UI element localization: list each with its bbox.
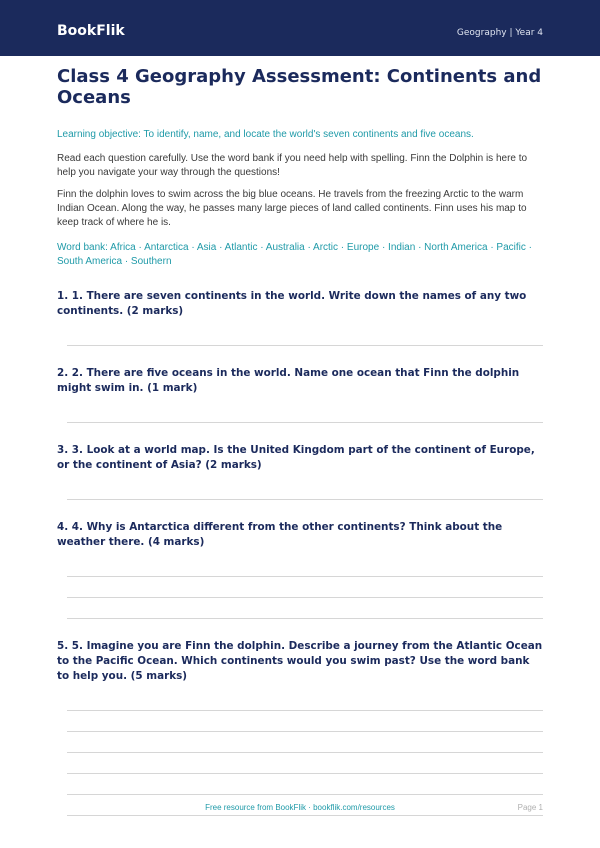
answer-lines-3[interactable] xyxy=(57,479,543,500)
answer-lines-2[interactable] xyxy=(57,402,543,423)
answer-line[interactable] xyxy=(67,598,543,619)
answer-line[interactable] xyxy=(67,774,543,795)
answer-line[interactable] xyxy=(67,732,543,753)
answer-line[interactable] xyxy=(67,711,543,732)
word-bank: Word bank: Africa · Antarctica · Asia · Atlantic · Australia · Arctic · Europe · Indian · North America · Pacific · South America · Southern xyxy=(57,242,532,267)
question-4: 4. 4. Why is Antarctica different from the other continents? Think about the weather there. (4 marks) xyxy=(57,521,503,548)
question-2: 2. 2. There are five oceans in the world. Name one ocean that Finn the dolphin might swim in. (1 mark) xyxy=(57,367,520,394)
page-header xyxy=(0,0,600,56)
answer-lines-5[interactable] xyxy=(57,690,543,816)
answer-line[interactable] xyxy=(67,402,543,423)
answer-lines-1[interactable] xyxy=(57,325,543,346)
question-5: 5. 5. Imagine you are Finn the dolphin. Describe a journey from the Atlantic Ocean to the Pacific Ocean. Which continents would you swim past? Use the word bank to help you. (5 marks) xyxy=(57,640,543,682)
answer-line[interactable] xyxy=(67,479,543,500)
answer-lines-4[interactable] xyxy=(57,556,543,619)
answer-line[interactable] xyxy=(67,577,543,598)
answer-line[interactable] xyxy=(67,325,543,346)
intro-paragraph: Read each question carefully. Use the word bank if you need help with spelling. Finn the Dolphin is here to help you navigate your way through the questions! xyxy=(57,153,528,178)
answer-line[interactable] xyxy=(67,556,543,577)
story-paragraph: Finn the dolphin loves to swim across the big blue oceans. He travels from the freezing Arctic to the warm Indian Ocean. Along the way, he passes many large pieces of land called continents. Finn uses his map to keep track of where he is. xyxy=(57,189,527,228)
subject-year-label: Geography | Year 4 xyxy=(456,28,543,38)
page-number: Page 1 xyxy=(517,803,543,812)
page-title: Class 4 Geography Assessment: Continents and Oceans xyxy=(57,66,542,108)
answer-line[interactable] xyxy=(67,753,543,774)
question-3: 3. 3. Look at a world map. Is the United Kingdom part of the continent of Europe, or the continent of Asia? (2 marks) xyxy=(57,444,535,471)
answer-line[interactable] xyxy=(67,690,543,711)
footer-source: Free resource from BookFlik · bookflik.com/resources xyxy=(205,803,395,812)
question-1: 1. 1. There are seven continents in the world. Write down the names of any two continents. (2 marks) xyxy=(57,290,527,317)
brand-logo: BookFlik xyxy=(57,23,125,39)
learning-objective: Learning objective: To identify, name, and locate the world's seven continents and five oceans. xyxy=(57,129,474,140)
worksheet-body xyxy=(57,66,543,816)
